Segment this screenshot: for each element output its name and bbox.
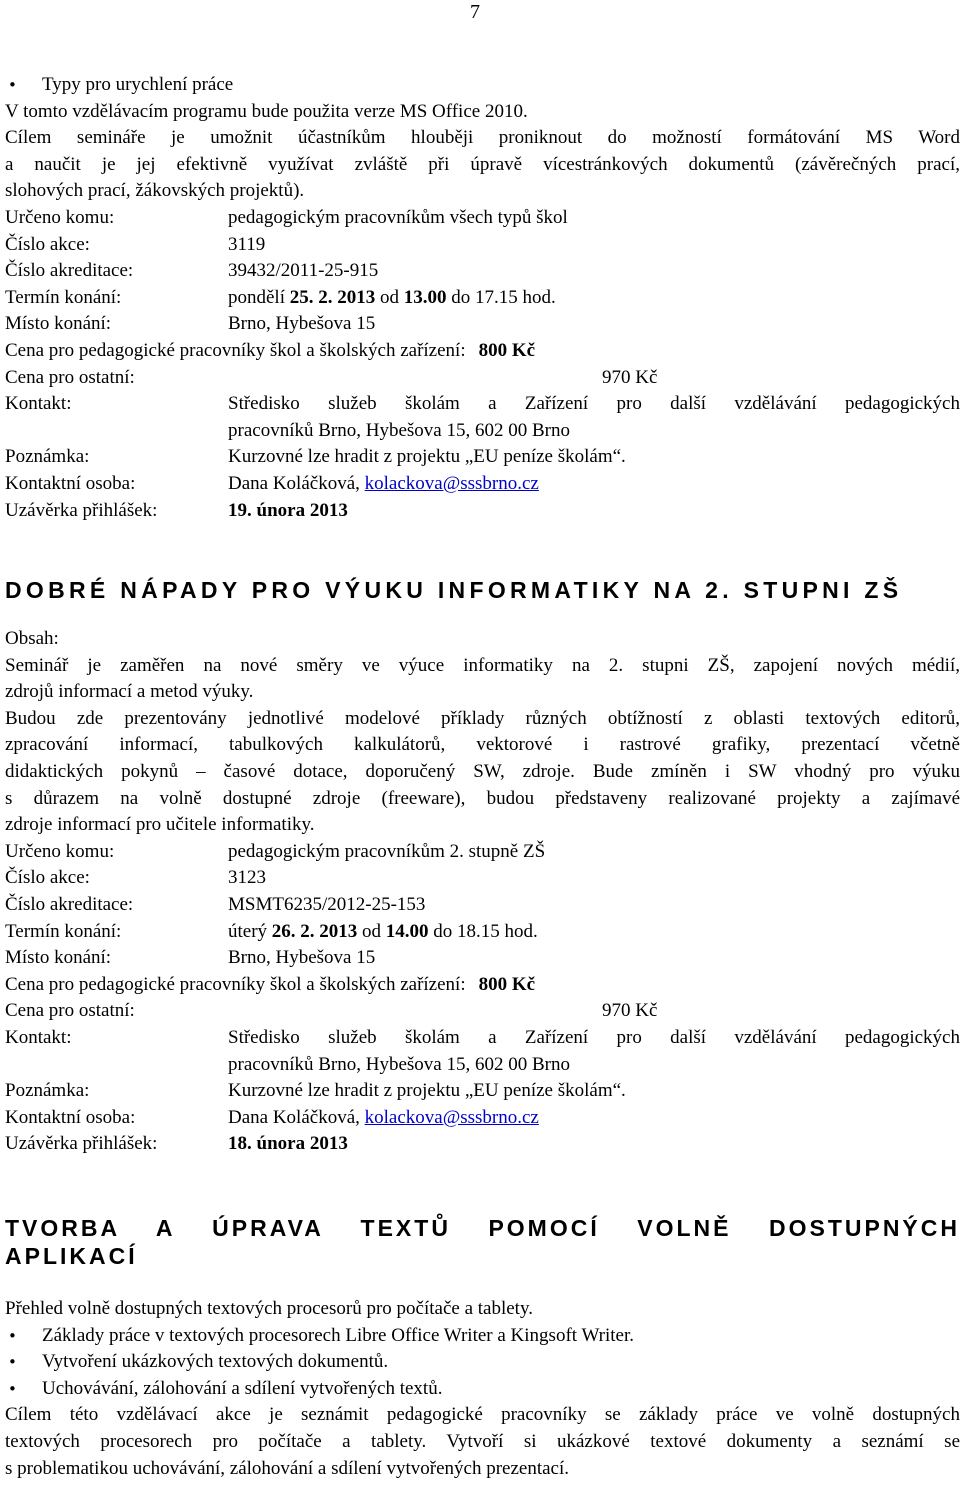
field-misto (5, 311, 960, 338)
termin-do: do (433, 920, 453, 942)
field-value: 800 Kč (478, 339, 536, 361)
contact-name: Dana Koláčková, (228, 1106, 360, 1128)
field-label: Číslo akreditace: (5, 260, 134, 282)
field-label: Termín konání: (5, 286, 122, 308)
field-value (228, 285, 960, 312)
field-value: Středisko služeb školám a Zařízení pro další vzdělávání pedagogických (228, 393, 960, 415)
field-label: Kontaktní osoba: (5, 1106, 136, 1128)
email-link[interactable]: kolackova@sssbrno.cz (364, 1106, 539, 1128)
field-label: Místo konání: (5, 947, 112, 969)
field-cislo-akce (5, 232, 960, 259)
paragraph-line: Budou zde prezentovány jednotlivé modelové příklady různých obtížností z oblasti textových editorů, (5, 707, 960, 729)
field-cislo-akce (5, 865, 960, 892)
field-value (228, 471, 960, 498)
field-label: Cena pro ostatní: (5, 1000, 135, 1022)
field-termin (5, 285, 960, 312)
paragraph-line: Cílem této vzdělávací akce je seznámit pedagogické pracovníky se základy práce ve volně dostupných (5, 1404, 960, 1426)
field-cena-ost (5, 365, 960, 392)
field-label: Kontakt: (5, 393, 72, 415)
field-label: Uzávěrka přihlášek: (5, 499, 158, 521)
bullet-item: • Vytvoření ukázkových textových dokumentů. (5, 1349, 960, 1376)
field-label: Číslo akce: (5, 233, 90, 255)
field-kontakt (5, 1025, 960, 1052)
paragraph-line: slohových prací, žákovských projektů). (5, 180, 305, 202)
field-value: Brno, Hybešova 15 (228, 947, 376, 969)
field-label: Číslo akreditace: (5, 894, 134, 916)
document-body (5, 72, 960, 1482)
paragraph-line: Cílem semináře je umožnit účastníkům hlouběji proniknout do možností formátování MS Word (5, 127, 960, 149)
paragraph-line: Seminář je zaměřen na nové směry ve výuce informatiky na 2. stupni ZŠ, zapojení nových médií, (5, 654, 960, 676)
section-heading: DOBRÉ NÁPADY PRO VÝUKU INFORMATIKY NA 2. STUPNI ZŠ (5, 577, 903, 604)
field-misto (5, 945, 960, 972)
field-value: 800 Kč (478, 973, 536, 995)
bullet-item: • Základy práce v textových procesorech Libre Office Writer a Kingsoft Writer. (5, 1323, 960, 1350)
paragraph-line: a naučit je jej efektivně využívat zvláště při úpravě vícestránkových dokumentů (závěrečných prací, (5, 153, 960, 175)
field-value: Středisko služeb školám a Zařízení pro další vzdělávání pedagogických (228, 1027, 960, 1048)
field-value: Brno, Hybešova 15 (228, 313, 376, 335)
field-akreditace (5, 258, 960, 285)
field-osoba (5, 1105, 960, 1132)
paragraph-line: zdrojů informací a metod výuky. (5, 681, 254, 703)
paragraph-line: zpracování informací, tabulkových kalkulátorů, vektorové i rastrové grafiky, prezentací včetně (5, 734, 960, 756)
termin-od: od (362, 920, 382, 942)
field-value: 19. února 2013 (228, 499, 348, 521)
field-value: 39432/2011-25-915 (228, 260, 379, 282)
section-heading: APLIKACÍ (5, 1242, 138, 1269)
termin-from: 13.00 (403, 286, 447, 308)
field-akreditace (5, 892, 960, 919)
field-value: pracovníků Brno, Hybešova 15, 602 00 Brno (228, 419, 570, 441)
field-osoba (5, 471, 960, 498)
field-uzaverka (5, 1131, 960, 1158)
field-value: 970 Kč (602, 366, 658, 388)
field-label: Místo konání: (5, 313, 112, 335)
termin-day: pondělí (228, 286, 285, 308)
termin-from: 14.00 (385, 920, 429, 942)
contact-name: Dana Koláčková, (228, 472, 360, 494)
termin-od: od (380, 286, 399, 308)
email-link[interactable]: kolackova@sssbrno.cz (364, 472, 539, 494)
field-label: Poznámka: (5, 1080, 90, 1102)
page-number: 7 (470, 1, 480, 23)
section-heading: TVORBA A ÚPRAVA TEXTŮ POMOCÍ VOLNĚ DOSTUPNÝCH (5, 1214, 960, 1241)
field-termin (5, 919, 960, 946)
field-value: pedagogickým pracovníkům všech typů škol (228, 206, 568, 228)
field-kontakt (5, 391, 960, 418)
field-value: pedagogickým pracovníkům 2. stupně ZŠ (228, 840, 546, 862)
field-poznamka (5, 444, 960, 471)
paragraph-line: V tomto vzdělávacím programu bude použita verze MS Office 2010. (5, 100, 528, 122)
field-label: Poznámka: (5, 446, 90, 468)
field-value: 3123 (228, 867, 266, 889)
field-urceno (5, 205, 960, 232)
field-label: Určeno komu: (5, 206, 115, 228)
field-value (228, 1105, 960, 1132)
field-value (228, 919, 960, 946)
field-value: MSMT6235/2012-25-153 (228, 894, 426, 916)
field-value: 970 Kč (602, 1000, 658, 1022)
bullet-item: • Typy pro urychlení práce (5, 72, 960, 99)
field-label: Určeno komu: (5, 840, 115, 862)
paragraph-line: Přehled volně dostupných textových procesorů pro počítače a tablety. (5, 1297, 533, 1319)
termin-date: 25. 2. 2013 (289, 286, 376, 308)
field-label: Termín konání: (5, 920, 122, 942)
field-label: Uzávěrka přihlášek: (5, 1133, 158, 1155)
field-poznamka (5, 1078, 960, 1105)
field-label: Cena pro pedagogické pracovníky škol a školských zařízení: (5, 339, 466, 361)
termin-to: 18.15 hod. (457, 920, 538, 942)
termin-day: úterý (228, 920, 268, 942)
termin-to: 17.15 hod. (475, 286, 556, 308)
field-value: Kurzovné lze hradit z projektu „EU peníze školám“. (228, 1080, 626, 1102)
field-value: pracovníků Brno, Hybešova 15, 602 00 Brno (228, 1053, 570, 1075)
field-urceno (5, 839, 960, 866)
field-label: Cena pro pedagogické pracovníky škol a školských zařízení: (5, 973, 466, 995)
field-cena-ost (5, 998, 960, 1025)
field-label: Cena pro ostatní: (5, 366, 135, 388)
paragraph-line: zdroje informací pro učitele informatiky. (5, 814, 315, 836)
field-label: Číslo akce: (5, 867, 90, 889)
field-cena-ped (5, 338, 960, 365)
paragraph-line: textových procesorech pro počítače a tablety. Vytvoří si ukázkové textové dokumenty a seznámí se (5, 1430, 960, 1452)
bullet-item: • Uchovávání, zálohování a sdílení vytvořených textů. (5, 1376, 960, 1403)
field-value: 3119 (228, 233, 266, 255)
field-label: Kontaktní osoba: (5, 472, 136, 494)
paragraph-line: s důrazem na volně dostupné zdroje (freeware), budou představeny realizované projekty a zajímavé (5, 787, 960, 809)
termin-date: 26. 2. 2013 (271, 920, 358, 942)
termin-do: do (451, 286, 471, 308)
field-uzaverka (5, 498, 960, 525)
field-value: 18. února 2013 (228, 1133, 348, 1155)
field-value: Kurzovné lze hradit z projektu „EU peníze školám“. (228, 446, 626, 468)
paragraph-line: didaktických pokynů – časové dotace, doporučený SW, zdroje. Bude zmíněn i SW vhodný pro výuku (5, 761, 960, 783)
obsah-label: Obsah: (5, 628, 59, 650)
field-cena-ped (5, 972, 960, 999)
paragraph-line: s problematikou uchovávání, zálohování a sdílení vytvořených prezentací. (5, 1457, 570, 1479)
field-label: Kontakt: (5, 1027, 72, 1048)
